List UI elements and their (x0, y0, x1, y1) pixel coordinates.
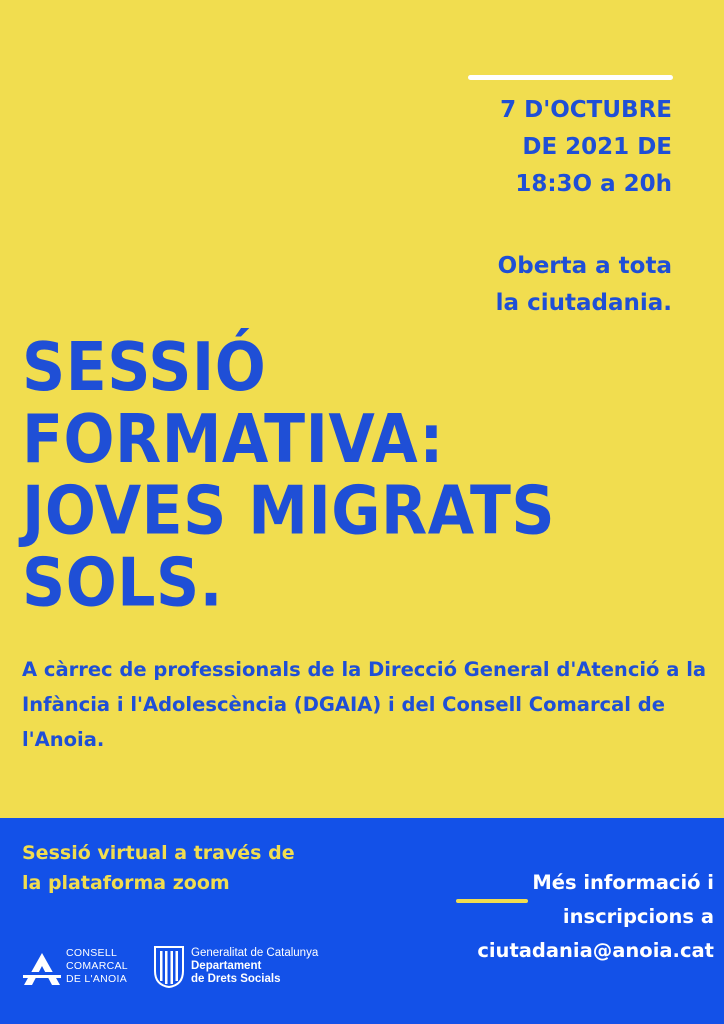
gencat-line-1: Generalitat de Catalunya (191, 947, 319, 959)
generalitat-logo (153, 945, 353, 991)
title-line-2: FORMATIVA: (22, 400, 444, 479)
date-line-3: 18:3O a 20h (515, 171, 672, 197)
date-line-2: DE 2021 DE (522, 134, 672, 160)
audience-note (372, 248, 672, 322)
top-divider (468, 75, 673, 80)
consell-comarcal-logo-icon (22, 951, 62, 987)
consell-line-2: COMARCAL (66, 960, 128, 972)
audience-line-1: Oberta a tota (497, 253, 672, 279)
gencat-line-3: de Drets Socials (191, 973, 281, 985)
virtual-line-2: la plataforma zoom (22, 872, 230, 894)
event-date (372, 92, 672, 203)
consell-line-1: CONSELL (66, 947, 118, 959)
title-line-4: SOLS. (22, 543, 223, 623)
gencat-line-2: Departament (191, 960, 262, 972)
info-line-2: inscripcions a (562, 905, 714, 928)
consell-comarcal-logo (22, 947, 152, 991)
audience-line-2: la ciutadania. (495, 290, 672, 316)
organizers-description: A càrrec de professionals de la Direcció General d'Atenció a la Infància i l'Adolescència (DGAIA) i del Consell Comarcal de l'Anoia. (22, 658, 707, 751)
more-info (354, 866, 714, 968)
poster-title (22, 328, 712, 623)
info-line-1: Més informació i (532, 871, 714, 894)
consell-line-3: DE L'ANOIA (66, 973, 128, 985)
contact-email[interactable]: ciutadania@anoia.cat (477, 939, 714, 962)
title-line-1: SESSIÓ (22, 328, 267, 408)
date-line-1: 7 D'OCTUBRE (500, 97, 672, 123)
title-line-3: JOVES MIGRATS (22, 472, 556, 551)
virtual-line-1: Sessió virtual a través de (22, 842, 295, 864)
virtual-session-note (22, 838, 352, 898)
generalitat-logo-icon (153, 945, 185, 989)
